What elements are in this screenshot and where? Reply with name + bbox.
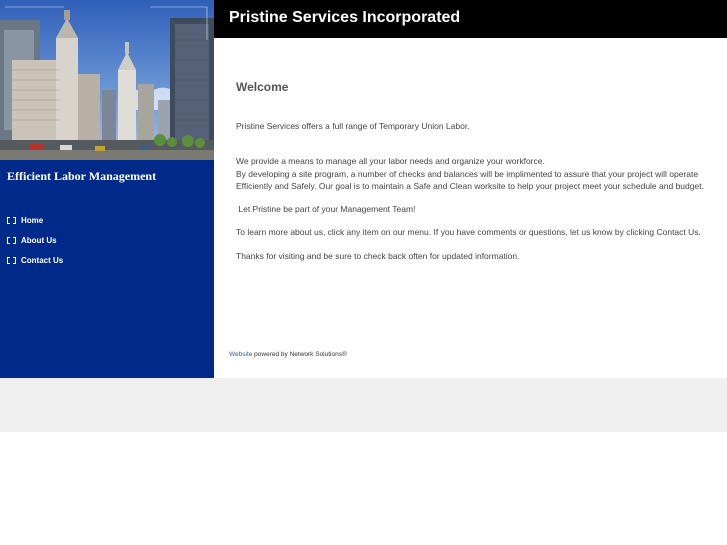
- intro-paragraph: Pristine Services offers a full range of Temporary Union Labor.: [236, 121, 470, 131]
- nav-item-home[interactable]: [7, 210, 63, 230]
- nav-link-home[interactable]: Home: [21, 215, 44, 225]
- bracket-bullet-icon: [7, 237, 16, 244]
- main-content: [236, 79, 727, 273]
- workforce-paragraph: We provide a means to manage all your labor needs and organize your workforce.: [236, 156, 545, 167]
- bracket-bullet-icon: [7, 217, 16, 224]
- bracket-bullet-icon: [7, 257, 16, 264]
- main-nav: [7, 210, 63, 270]
- nav-item-about-us[interactable]: [7, 230, 63, 250]
- footer-credit: [229, 351, 347, 358]
- city-skyline-photo: [0, 0, 214, 160]
- sidebar: [0, 0, 214, 378]
- sidebar-tagline: Efficient Labor Management: [7, 169, 157, 183]
- site-title: Pristine Services Incorporated: [229, 9, 461, 26]
- welcome-heading: Welcome: [236, 80, 289, 94]
- powered-by-text: powered by Network Solutions®: [252, 351, 347, 358]
- grey-footer-band: [0, 378, 727, 432]
- site-header: [214, 0, 727, 38]
- nav-link-about-us[interactable]: About Us: [21, 235, 57, 245]
- management-team-paragraph: Let Pristine be part of your Management Team!: [236, 204, 416, 215]
- nav-link-contact-us[interactable]: Contact Us: [21, 255, 64, 265]
- thanks-paragraph: Thanks for visiting and be sure to check back often for updated information.: [236, 250, 520, 261]
- learn-more-paragraph: To learn more about us, click any item on our menu. If you have comments or questions, let us know by clicking Contact Us.: [236, 227, 701, 238]
- site-program-paragraph: By developing a site program, a number of checks and balances will be implimented to assure that your project will operate Efficiently and Safely. Our goal is to maintain a Safe and Clean worksite to help your project meet your schedule and budget.: [236, 168, 704, 191]
- website-link[interactable]: Website: [229, 351, 253, 358]
- nav-item-contact-us[interactable]: [7, 250, 63, 270]
